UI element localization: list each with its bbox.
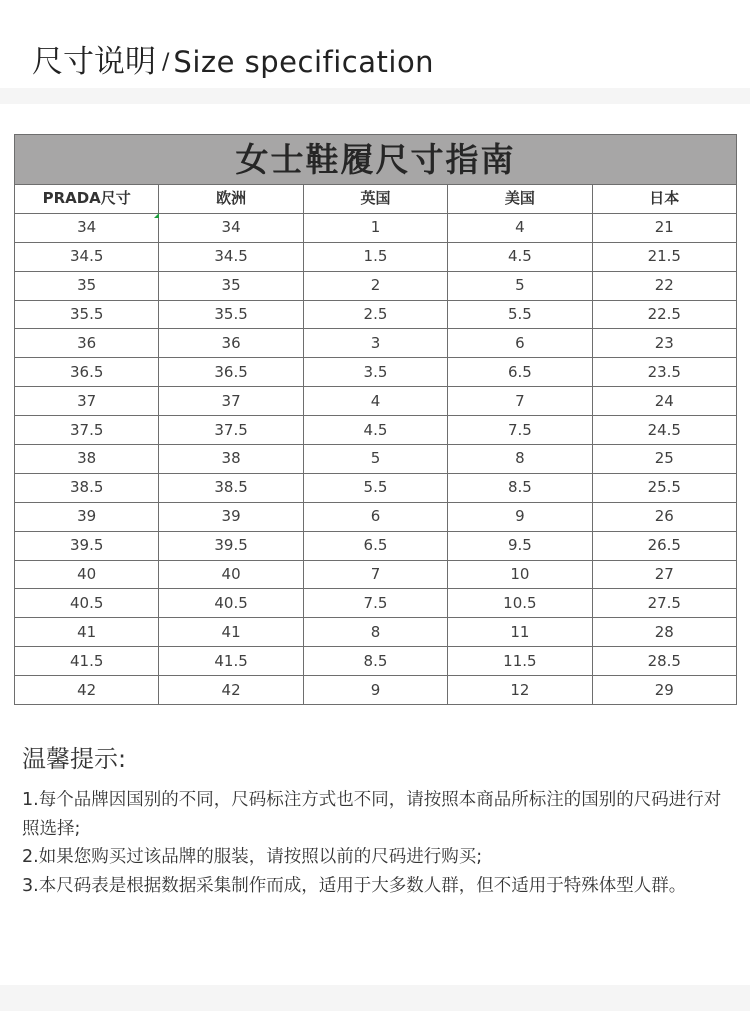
table-cell: 27.5 (592, 589, 736, 618)
table-cell: 10.5 (448, 589, 592, 618)
table-cell: 35 (15, 271, 159, 300)
table-row (15, 473, 737, 502)
table-row (15, 271, 737, 300)
tip-item: 2.如果您购买过该品牌的服装，请按照以前的尺码进行购买; (22, 847, 483, 867)
table-cell: 25 (592, 445, 736, 474)
table-cell: 7 (448, 387, 592, 416)
tips-list (22, 786, 734, 900)
table-cell: 34 (159, 213, 303, 242)
size-chart-table (14, 134, 737, 705)
table-row (15, 416, 737, 445)
table-cell: 38 (159, 445, 303, 474)
table-cell: 26 (592, 502, 736, 531)
table-cell: 23.5 (592, 358, 736, 387)
table-cell: 5 (448, 271, 592, 300)
table-cell: 4.5 (448, 242, 592, 271)
table-cell: 8.5 (303, 647, 447, 676)
table-cell: 22 (592, 271, 736, 300)
table-cell: 11.5 (448, 647, 592, 676)
table-cell: 8 (303, 618, 447, 647)
table-row (15, 329, 737, 358)
column-header: 英国 (303, 185, 447, 214)
tip-item: 1.每个品牌因国别的不同，尺码标注方式也不同，请按照本商品所标注的国别的尺码进行对照选择; (22, 790, 722, 839)
table-cell: 40 (159, 560, 303, 589)
table-cell: 7.5 (303, 589, 447, 618)
table-caption: 女士鞋履尺寸指南 (15, 135, 737, 185)
table-cell: 25.5 (592, 473, 736, 502)
table-cell: 21.5 (592, 242, 736, 271)
tips-title: 温馨提示: (22, 745, 127, 773)
table-cell: 22.5 (592, 300, 736, 329)
table-cell: 5 (303, 445, 447, 474)
table-cell: 28 (592, 618, 736, 647)
table-row (15, 560, 737, 589)
table-cell: 40.5 (159, 589, 303, 618)
table-cell: 6 (448, 329, 592, 358)
table-row (15, 242, 737, 271)
table-cell: 6.5 (303, 531, 447, 560)
table-cell: 4.5 (303, 416, 447, 445)
table-cell: 42 (159, 676, 303, 705)
table-cell: 12 (448, 676, 592, 705)
table-row (15, 358, 737, 387)
page-title (32, 42, 434, 83)
table-cell: 24.5 (592, 416, 736, 445)
table-cell: 37.5 (15, 416, 159, 445)
table-cell: 35.5 (15, 300, 159, 329)
table-row (15, 502, 737, 531)
table-row (15, 531, 737, 560)
title-english: Size specification (173, 45, 435, 79)
table-cell: 34.5 (159, 242, 303, 271)
table-cell: 3 (303, 329, 447, 358)
table-cell: 38.5 (159, 473, 303, 502)
table-cell: 8 (448, 445, 592, 474)
table-cell: 37.5 (159, 416, 303, 445)
table-cell: 38.5 (15, 473, 159, 502)
table-cell: 2.5 (303, 300, 447, 329)
table-cell: 41 (159, 618, 303, 647)
page-header (0, 0, 750, 88)
table-cell: 34.5 (15, 242, 159, 271)
table-cell: 39.5 (159, 531, 303, 560)
table-cell: 36.5 (15, 358, 159, 387)
table-cell: 23 (592, 329, 736, 358)
column-header: PRADA尺寸 (15, 185, 159, 214)
table-cell: 35 (159, 271, 303, 300)
table-body (15, 213, 737, 704)
table-cell: 39 (159, 502, 303, 531)
table-cell: 40 (15, 560, 159, 589)
table-row (15, 618, 737, 647)
table-cell: 36 (15, 329, 159, 358)
table-cell: 8.5 (448, 473, 592, 502)
table-cell: 5.5 (303, 473, 447, 502)
table-cell: 4 (448, 213, 592, 242)
table-cell: 39.5 (15, 531, 159, 560)
table-cell: 41 (15, 618, 159, 647)
table-cell: 39 (15, 502, 159, 531)
table-cell: 4 (303, 387, 447, 416)
table-cell: 35.5 (159, 300, 303, 329)
table-row (15, 300, 737, 329)
table-cell: 3.5 (303, 358, 447, 387)
table-cell: 7.5 (448, 416, 592, 445)
title-separator: / (162, 50, 170, 75)
table-cell: 36 (159, 329, 303, 358)
table-cell: 1.5 (303, 242, 447, 271)
column-header: 欧洲 (159, 185, 303, 214)
tip-item: 3.本尺码表是根据数据采集制作而成，适用于大多数人群，但不适用于特殊体型人群。 (22, 875, 687, 896)
table-cell: 11 (448, 618, 592, 647)
table-cell: 34 (15, 213, 159, 242)
table-row (15, 445, 737, 474)
table-cell: 27 (592, 560, 736, 589)
table-cell: 5.5 (448, 300, 592, 329)
table-cell: 24 (592, 387, 736, 416)
table-cell: 37 (15, 387, 159, 416)
table-cell: 6 (303, 502, 447, 531)
table-row (15, 676, 737, 705)
table-cell: 2 (303, 271, 447, 300)
table-row (15, 213, 737, 242)
title-chinese: 尺寸说明 (32, 44, 156, 80)
table-cell: 41.5 (15, 647, 159, 676)
table-row (15, 647, 737, 676)
table-cell: 40.5 (15, 589, 159, 618)
table-cell: 9 (303, 676, 447, 705)
table-cell: 29 (592, 676, 736, 705)
table-cell: 7 (303, 560, 447, 589)
bottom-divider-band (0, 985, 750, 1011)
table-cell: 38 (15, 445, 159, 474)
table-cell: 6.5 (448, 358, 592, 387)
table-cell: 9 (448, 502, 592, 531)
table-cell: 36.5 (159, 358, 303, 387)
table-row (15, 589, 737, 618)
table-cell: 42 (15, 676, 159, 705)
column-header: 美国 (448, 185, 592, 214)
table-cell: 10 (448, 560, 592, 589)
column-header: 日本 (592, 185, 736, 214)
table-row (15, 387, 737, 416)
table-cell: 41.5 (159, 647, 303, 676)
table-header-row (15, 185, 737, 214)
top-divider-band (0, 88, 750, 104)
table-cell: 28.5 (592, 647, 736, 676)
table-cell: 9.5 (448, 531, 592, 560)
table-cell: 1 (303, 213, 447, 242)
table-cell: 37 (159, 387, 303, 416)
table-cell: 26.5 (592, 531, 736, 560)
table-cell: 21 (592, 213, 736, 242)
